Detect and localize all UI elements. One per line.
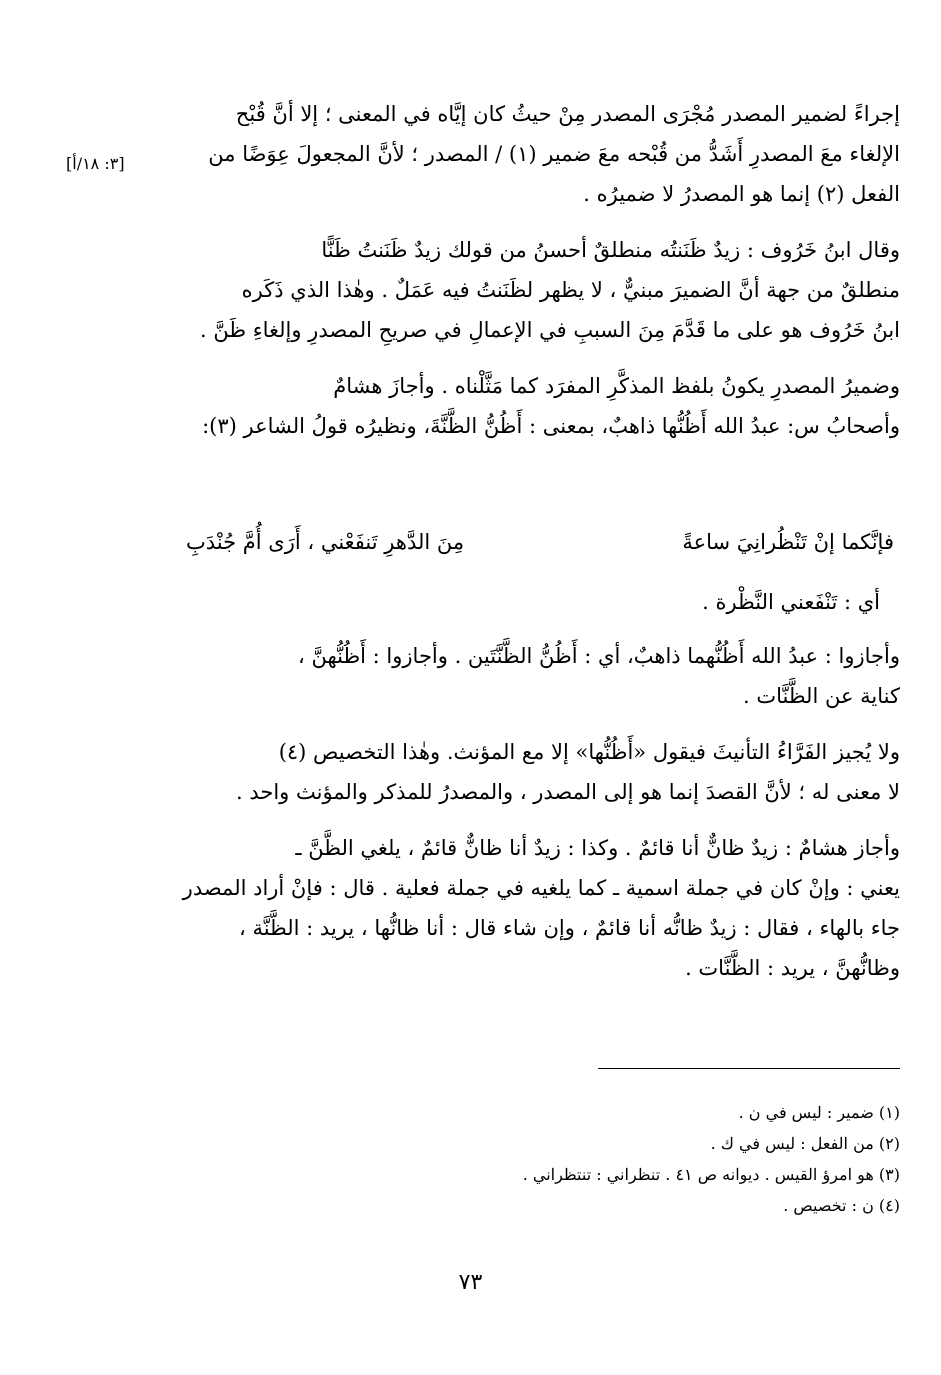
text-line: جاء بالهاء ، فقال : زيدٌ ظانُّه أنا قائمٌ ، وإن شاء قال : أنا ظانُّها ، يريد : الظَّنَّة ، xyxy=(239,916,900,940)
text-line: أي : تَنْفَعني النَّظْرة . xyxy=(702,590,880,614)
body-text-block-1 xyxy=(180,94,900,462)
footnote: (٤) ن : تخصيص . xyxy=(783,1196,900,1215)
text-line: وظانُّهنَّ ، يريد : الظَّنَّات . xyxy=(685,956,900,980)
text-line: وأجاز هشامٌ : زيدٌ ظانٌّ أنا قائمٌ . وكذا : زيدٌ أنا ظانٌّ قائمٌ ، يلغي الظَّنَّ ـ xyxy=(295,836,900,860)
manuscript-folio-reference: [٣: ١٨/أ] xyxy=(66,154,125,173)
verse-first-hemistich: فإنَّكما إنْ تَنْظُرانِيَ ساعةً xyxy=(682,530,894,554)
text-line: لا معنى له ؛ لأنَّ القصدَ إنما هو إلى المصدر ، والمصدرُ للمذكر والمؤنث واحد . xyxy=(235,780,900,804)
paragraph xyxy=(180,94,900,214)
text-line: الفعل (٢) إنما هو المصدرُ لا ضميرُه . xyxy=(583,182,900,206)
footnote-divider xyxy=(598,1068,900,1069)
text-line: وأصحابُ س: عبدُ الله أَظُنُّها ذاهبٌ، بمعنى : أَظُنُّ الظَّنَّةَ، ونظيرُه قولُ الشاعر (٣): xyxy=(202,414,900,438)
poetry-verse xyxy=(180,522,900,562)
footnotes xyxy=(440,1097,900,1221)
paragraph xyxy=(180,636,900,716)
text-line: الإلغاء معَ المصدرِ أَشَدُّ من قُبْحه معَ ضمير (١) / المصدر ؛ لأنَّ المجعولَ عِوَضًا من xyxy=(208,142,900,166)
paragraph xyxy=(180,828,900,988)
footnote: (١) ضمير : ليس في ن . xyxy=(738,1103,900,1122)
verse-gloss xyxy=(180,582,900,622)
paragraph xyxy=(180,230,900,350)
paragraph xyxy=(180,732,900,812)
text-line: ولا يُجيز الفَرَّاءُ التأنيثَ فيقول «أَظُنُّها» إلا مع المؤنث. وهٰذا التخصيص (٤) xyxy=(278,740,900,764)
text-line: ابنُ خَرُوف هو على ما قَدَّمَ مِنَ السببِ في الإعمالِ في صريحِ المصدرِ وإلغاءِ ظَنَّ . xyxy=(200,318,900,342)
paragraph xyxy=(180,366,900,446)
body-text-block-2 xyxy=(180,636,900,1004)
text-line: كناية عن الظَّنَّات . xyxy=(742,684,900,708)
text-line: وقال ابنُ خَرُوف : زيدٌ ظَنَنتُه منطلقٌ أحسنُ من قولك زيدٌ ظَنَنتُ ظَنًّا xyxy=(321,238,900,262)
text-line: منطلقٌ من جهة أنَّ الضميرَ مبنيٌّ ، لا يظهر لظَنَنتُ فيه عَمَلٌ . وهٰذا الذي ذَكَره xyxy=(241,278,900,302)
verse-second-hemistich: مِنَ الدَّهرِ تَنفَعْني ، أَرَى أُمَّ جُنْدَبِ xyxy=(186,530,465,554)
footnote: (٣) هو امرؤ القيس . ديوانه ص ٤١ . تنظراني : تنتظراني . xyxy=(522,1165,900,1184)
text-line: وضميرُ المصدرِ يكونُ بلفظ المذكَّرِ المفرَد كما مَثَّلْناه . وأجازَ هشامٌ xyxy=(333,374,900,398)
text-line: وأجازوا : عبدُ الله أَظُنُّهما ذاهبٌ، أي : أَظُنُّ الظَّنَّتَين . وأجازوا : أَظُنُّهنَّ ، xyxy=(298,644,900,668)
page-number: ٧٣ xyxy=(458,1270,483,1295)
text-line: يعني : وإنْ كان في جملة اسمية ـ كما يلغيه في جملة فعلية . قال : فإنْ أراد المصدر xyxy=(182,876,900,900)
footnote: (٢) من الفعل : ليس في ك . xyxy=(710,1134,900,1153)
text-line: إجراءً لضمير المصدر مُجْرَى المصدر مِنْ حيثُ كان إيَّاه في المعنى ؛ إلا أنَّ قُبْح xyxy=(235,102,900,126)
